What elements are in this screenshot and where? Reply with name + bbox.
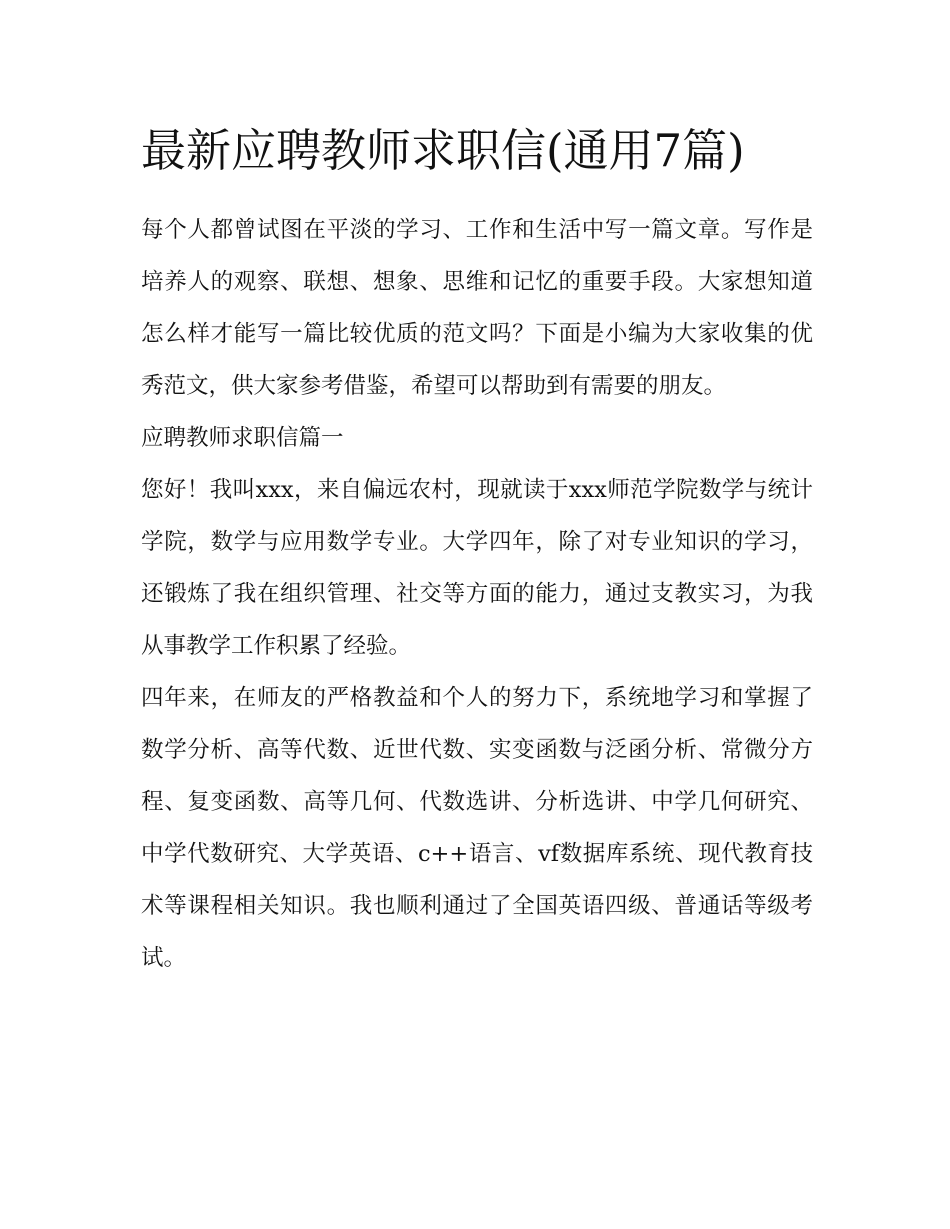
section-heading: 应聘教师求职信篇一 [141, 425, 344, 451]
body-paragraph: 四年来，在师友的严格教益和个人的努力下，系统地学习和掌握了数学分析、高等代数、近世代数、实变函数与泛函分析、常微分方程、复变函数、高等几何、代数选讲、分析选讲、中学几何研究、中学代数研究、大学英语、c++语言、vf数据库系统、现代教育技术等课程相关知识。我也顺利通过了全国英语四级、普通话等级考试。 [141, 685, 813, 971]
document-body [141, 112, 813, 984]
intro-paragraph: 每个人都曾试图在平淡的学习、工作和生活中写一篇文章。写作是培养人的观察、联想、想象、思维和记忆的重要手段。大家想知道怎么样才能写一篇比较优质的范文吗？下面是小编为大家收集的优秀范文，供大家参考借鉴，希望可以帮助到有需要的朋友。 [141, 217, 813, 399]
body-paragraph: 您好！我叫xxx，来自偏远农村，现就读于xxx师范学院数学与统计学院，数学与应用数学专业。大学四年，除了对专业知识的学习，还锻炼了我在组织管理、社交等方面的能力，通过支教实习，为我从事教学工作积累了经验。 [141, 477, 813, 659]
document-title: 最新应聘教师求职信(通用7篇) [141, 124, 745, 177]
